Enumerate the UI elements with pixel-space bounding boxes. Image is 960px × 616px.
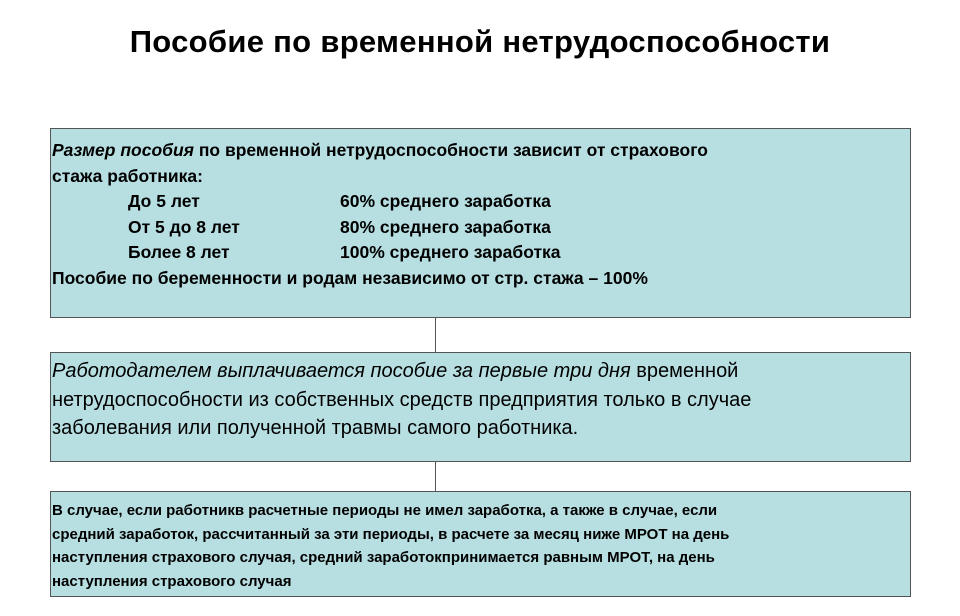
employer-line-1-rest: временной	[630, 360, 739, 382]
tier-amount: 80% среднего заработка	[340, 216, 551, 237]
intro-line	[52, 138, 910, 164]
benefit-size-box	[50, 128, 911, 318]
mrot-line-3: наступления страхового случая, средний заработокпринимается равным МРОТ, на день	[52, 549, 715, 566]
employer-line-1	[52, 357, 910, 386]
minimum-wage-box	[50, 491, 911, 597]
mrot-line-4: наступления страхового случая	[52, 572, 292, 590]
tier-row	[52, 240, 910, 266]
employer-line-3: заболевания или полученной травмы самого работника.	[52, 417, 579, 439]
employer-italic: Работодателем выплачивается пособие за первые три дня	[52, 360, 631, 382]
tier-period: От 5 до 8 лет	[128, 216, 240, 237]
connector-line	[435, 462, 436, 491]
slide-title: Пособие по временной нетрудоспособности	[129, 24, 831, 59]
connector-line	[435, 318, 436, 352]
maternity-line: Пособие по беременности и родам независимо от стр. стажа – 100%	[52, 267, 648, 288]
tier-period: Более 8 лет	[128, 242, 230, 262]
employer-payment-box	[50, 352, 911, 462]
tier-row	[52, 189, 910, 215]
tier-row	[52, 215, 910, 241]
mrot-line-2: средний заработок, рассчитанный за эти периоды, в расчете за месяц ниже МРОТ на день	[52, 525, 730, 543]
intro-italic: Размер пособия	[52, 140, 194, 160]
mrot-line-1: В случае, если работникв расчетные периоды не имел заработка, а также в случае, если	[52, 502, 718, 519]
tier-period: До 5 лет	[128, 191, 200, 211]
tier-amount: 60% среднего заработка	[340, 191, 551, 211]
tier-amount: 100% среднего заработка	[340, 242, 561, 262]
intro-line-2: стажа работника:	[52, 165, 203, 186]
intro-rest: по временной нетрудоспособности зависит от страхового	[193, 140, 708, 160]
employer-line-2: нетрудоспособности из собственных средств предприятия только в случае	[52, 388, 752, 411]
